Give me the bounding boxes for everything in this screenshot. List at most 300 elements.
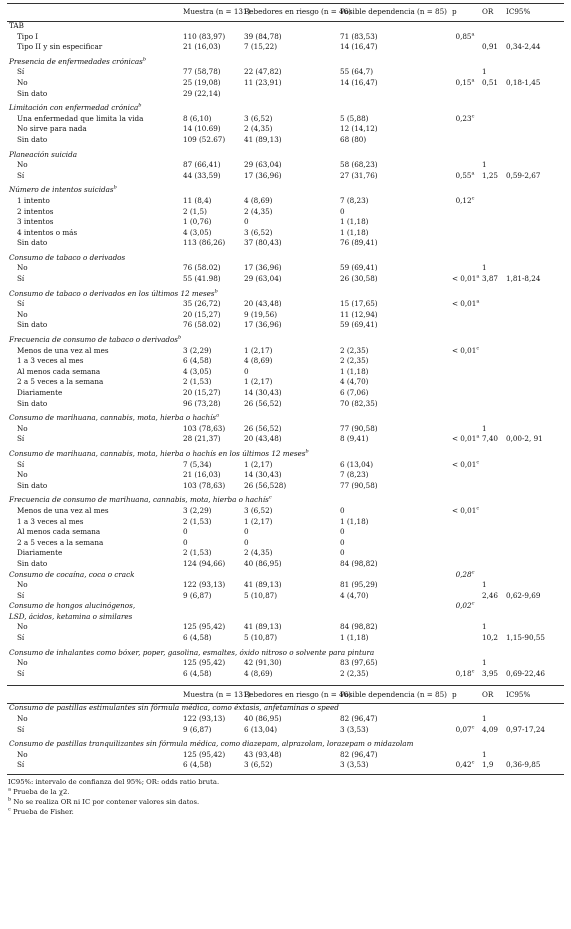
or-cell xyxy=(480,299,504,310)
row-label: No xyxy=(17,77,28,87)
muestra-cell: 9 (6,87) xyxy=(183,590,212,600)
row-label: Sí xyxy=(17,459,25,469)
muestra-cell: 2 (1,53) xyxy=(183,516,212,526)
ic95-cell xyxy=(504,196,564,207)
header-muestra: Muestra (n = 131) xyxy=(183,689,251,699)
section-label: Consumo de cocaína, coca o crack xyxy=(9,569,135,579)
header-label xyxy=(7,4,181,21)
dependencia-cell: 71 (83,53) xyxy=(340,31,378,41)
dependencia-cell: 6 (7,06) xyxy=(340,388,369,397)
row-label: Tipo I xyxy=(17,31,39,41)
table-row xyxy=(7,196,564,207)
row-label: Sin dato xyxy=(17,88,48,98)
table-row xyxy=(7,377,564,388)
row-label: Sin dato xyxy=(17,558,48,568)
dependencia-cell: 0 xyxy=(340,537,345,547)
row-label: 2 a 5 veces a la semana xyxy=(17,537,104,547)
or-cell: 1 xyxy=(482,67,487,77)
p-value-cell xyxy=(450,399,480,410)
section-label: TAB xyxy=(9,21,24,30)
table-row xyxy=(7,299,564,310)
muestra-cell: 9 (6,87) xyxy=(183,724,212,734)
or-cell xyxy=(480,207,504,218)
table-row xyxy=(7,481,564,492)
dependencia-cell: 1 (1,18) xyxy=(340,217,369,227)
section-header-row xyxy=(7,21,564,32)
ic95-cell xyxy=(504,424,564,435)
section-header-row xyxy=(7,495,564,506)
p-value-cell xyxy=(450,89,480,100)
muestra-cell: 103 (78,63) xyxy=(183,480,226,490)
row-label: Sí xyxy=(17,170,25,180)
muestra-cell: 20 (15,27) xyxy=(183,309,221,319)
dependencia-cell: 0 xyxy=(340,527,345,537)
bebedores-cell: 0 xyxy=(244,537,249,547)
dependencia-cell: 1 (1,18) xyxy=(340,366,369,376)
p-value-cell xyxy=(450,124,480,135)
or-cell: 3,87 xyxy=(482,274,499,284)
p-value-cell: 0,23$^c$ xyxy=(455,113,475,123)
p-value-cell xyxy=(450,135,480,146)
p-value-cell xyxy=(450,750,480,761)
section-label: Frecuencia de consumo de tabaco o derivados$^b$ xyxy=(9,334,182,345)
bebedores-cell: 43 (93,48) xyxy=(244,749,282,759)
row-label: No xyxy=(17,470,28,480)
ic95-cell xyxy=(504,622,564,633)
table-row xyxy=(7,506,564,517)
bebedores-cell: 0 xyxy=(244,217,249,227)
table-row xyxy=(7,470,564,481)
ic95-cell: 0,69-22,46 xyxy=(506,668,546,678)
bebedores-cell: 41 (89,13) xyxy=(244,134,282,144)
section-label: Consumo de pastillas tranquilizantes sin fórmula médica, como diazepam, alprazolam, lorazepam o midazolam xyxy=(9,739,414,749)
p-value-cell xyxy=(450,424,480,435)
p-value-cell: 0,12$^c$ xyxy=(455,195,475,205)
bebedores-cell: 14 (30,43) xyxy=(244,470,282,480)
table-row xyxy=(7,171,564,182)
ic95-cell xyxy=(504,228,564,239)
bebedores-cell: 2 (4,35) xyxy=(244,124,273,134)
dependencia-cell: 4 (4,70) xyxy=(340,590,369,600)
muestra-cell: 122 (93,13) xyxy=(183,580,226,590)
p-value-cell xyxy=(450,714,480,725)
dependencia-cell: 70 (82,35) xyxy=(340,398,378,408)
or-cell: 4,09 xyxy=(482,724,499,734)
bebedores-cell: 1 (2,17) xyxy=(244,377,273,387)
bebedores-cell: 5 (10,87) xyxy=(244,633,278,643)
header-p: p xyxy=(452,7,457,17)
dependencia-cell: 14 (16,47) xyxy=(340,42,378,52)
dependencia-cell: 14 (16,47) xyxy=(340,77,378,87)
p-value-cell: 0,07$^c$ xyxy=(455,724,475,734)
or-cell: 1 xyxy=(482,263,487,273)
section-header-row xyxy=(7,570,564,581)
ic95-cell: 1,81-8,24 xyxy=(506,274,541,284)
bebedores-cell: 14 (30,43) xyxy=(244,388,282,397)
p-value-cell xyxy=(450,367,480,378)
or-cell xyxy=(480,527,504,538)
or-cell: 1 xyxy=(482,658,487,668)
bebedores-cell: 3 (6,52) xyxy=(244,760,273,770)
bottom-rule xyxy=(7,774,564,775)
or-cell xyxy=(480,367,504,378)
muestra-cell: 0 xyxy=(183,527,188,537)
ic95-cell xyxy=(504,750,564,761)
bebedores-cell: 9 (19,56) xyxy=(244,309,278,319)
p-value-cell xyxy=(450,548,480,559)
muestra-cell: 3 (2,29) xyxy=(183,505,212,515)
ic95-cell xyxy=(504,89,564,100)
bebedores-cell xyxy=(242,570,338,581)
row-label: No xyxy=(17,160,28,170)
ic95-cell xyxy=(504,367,564,378)
section-label: Consumo de pastillas estimulantes sin fórmula médica, como éxtasis, anfetaminas o speed xyxy=(9,703,339,713)
row-label: Sin dato xyxy=(17,238,48,248)
bebedores-cell: 40 (86,95) xyxy=(244,714,282,724)
dependencia-cell: 1 (1,18) xyxy=(340,633,369,643)
bebedores-cell: 41 (89,13) xyxy=(244,580,282,590)
dependencia-cell: 12 (14,12) xyxy=(340,124,378,134)
muestra-cell: 124 (94,66) xyxy=(183,558,226,568)
ic95-cell: 0,59-2,67 xyxy=(506,170,541,180)
footnote-b: $^b$ No se realiza OR ni IC por contener valores sin datos. xyxy=(8,796,200,806)
p-value-cell: < 0,01$^a$ xyxy=(452,298,480,309)
or-cell xyxy=(480,570,504,581)
ic95-cell xyxy=(504,517,564,528)
table-row xyxy=(7,434,564,445)
ic95-cell xyxy=(504,580,564,591)
section-label: LSD, ácidos, ketamina o similares xyxy=(9,611,133,621)
table-row xyxy=(7,669,564,680)
ic95-cell xyxy=(504,67,564,78)
dependencia-cell: 76 (89,41) xyxy=(340,238,378,248)
row-label: 2 intentos xyxy=(17,206,54,216)
table-row xyxy=(7,527,564,538)
dependencia-cell: 81 (95,29) xyxy=(340,580,378,590)
bebedores-cell: 0 xyxy=(244,527,249,537)
or-cell xyxy=(480,506,504,517)
row-label: Sí xyxy=(17,590,25,600)
ic95-cell xyxy=(504,207,564,218)
section-header-row xyxy=(7,648,564,659)
row-label: Menos de una vez al mes xyxy=(17,505,109,515)
or-cell xyxy=(480,124,504,135)
bebedores-cell: 6 (13,04) xyxy=(244,724,278,734)
or-cell xyxy=(480,517,504,528)
ic95-cell xyxy=(504,388,564,399)
ic95-cell: 0,00-2, 91 xyxy=(506,434,543,444)
section-header-row xyxy=(7,289,564,300)
row-label: Al menos cada semana xyxy=(17,527,101,537)
row-label: Diariamente xyxy=(17,548,63,558)
or-cell xyxy=(480,538,504,549)
dependencia-cell: 84 (98,82) xyxy=(340,622,378,632)
p-value-cell xyxy=(450,67,480,78)
p-value-cell xyxy=(450,622,480,633)
or-cell xyxy=(480,559,504,570)
muestra-cell: 21 (16,03) xyxy=(183,470,221,480)
bebedores-cell: 3 (6,52) xyxy=(244,113,273,123)
table-row xyxy=(7,760,564,771)
or-cell xyxy=(480,320,504,331)
row-label: Sin dato xyxy=(17,320,48,330)
section-header-row xyxy=(7,335,564,346)
ic95-cell: 0,62-9,69 xyxy=(506,590,541,600)
table-row xyxy=(7,399,564,410)
muestra-cell: 55 (41.98) xyxy=(183,274,221,284)
muestra-cell: 77 (58,78) xyxy=(183,67,221,77)
table-row xyxy=(7,89,564,100)
or-cell xyxy=(480,310,504,321)
p-value-cell: < 0,01$^a$ xyxy=(452,433,480,444)
ic95-cell xyxy=(504,506,564,517)
footnotes xyxy=(8,777,219,817)
row-label: Diariamente xyxy=(17,388,63,397)
muestra-cell: 44 (33,59) xyxy=(183,170,221,180)
section-label: Consumo de tabaco o derivados en los últimos 12 meses$^b$ xyxy=(9,288,218,298)
ic95-cell xyxy=(504,570,564,581)
muestra-cell: 103 (78,63) xyxy=(183,423,226,433)
ic95-cell: 0,18-1,45 xyxy=(506,77,541,87)
muestra-cell: 125 (95,42) xyxy=(183,749,226,759)
p-value-cell xyxy=(450,580,480,591)
dependencia-cell: 0 xyxy=(340,505,345,515)
table-row xyxy=(7,580,564,591)
row-label: Sí xyxy=(17,67,25,77)
muestra-cell: 125 (95,42) xyxy=(183,622,226,632)
table-row xyxy=(7,114,564,125)
table-row xyxy=(7,714,564,725)
dependencia-cell: 55 (64,7) xyxy=(340,67,374,77)
section-label: Consumo de tabaco o derivados xyxy=(9,252,126,262)
table-row xyxy=(7,658,564,669)
section-label: Presencia de enfermedades crónicas$^b$ xyxy=(9,56,147,66)
bebedores-cell: 4 (8,69) xyxy=(244,356,273,366)
row-label: No xyxy=(17,309,28,319)
p-value-cell xyxy=(450,658,480,669)
row-label: No xyxy=(17,580,28,590)
p-value-cell xyxy=(450,559,480,570)
p-value-cell: 0,28$^c$ xyxy=(455,569,475,579)
row-label: 1 a 3 veces al mes xyxy=(17,356,84,366)
muestra-cell: 8 (6,10) xyxy=(183,113,212,123)
ic95-cell xyxy=(504,346,564,357)
dependencia-cell: 77 (90,58) xyxy=(340,480,378,490)
row-label: 3 intentos xyxy=(17,217,54,227)
or-cell xyxy=(480,32,504,43)
row-label: No xyxy=(17,749,28,759)
table-row xyxy=(7,274,564,285)
p-value-cell xyxy=(450,538,480,549)
dependencia-cell: 82 (96,47) xyxy=(340,749,378,759)
p-value-cell xyxy=(450,356,480,367)
table-row xyxy=(7,42,564,53)
table-row xyxy=(7,207,564,218)
or-cell: 1 xyxy=(482,622,487,632)
dependencia-cell: 84 (98,82) xyxy=(340,558,378,568)
muestra-cell: 20 (15,27) xyxy=(183,388,221,397)
table-row xyxy=(7,310,564,321)
dependencia-cell: 2 (2,35) xyxy=(340,356,369,366)
or-cell: 7,40 xyxy=(482,434,499,444)
section-header-row xyxy=(7,413,564,424)
p-value-cell xyxy=(450,217,480,228)
header-rule xyxy=(7,21,564,22)
ic95-cell xyxy=(504,299,564,310)
header-ic95: IC95% xyxy=(506,689,531,699)
muestra-cell xyxy=(181,570,242,581)
dependencia-cell: 3 (3,53) xyxy=(340,724,369,734)
ic95-cell xyxy=(504,601,564,612)
table-header-row xyxy=(7,4,564,21)
table-row xyxy=(7,622,564,633)
p-value-cell xyxy=(450,591,480,602)
bebedores-cell: 40 (86,95) xyxy=(244,558,282,568)
p-value-cell xyxy=(450,388,480,399)
row-label: Sin dato xyxy=(17,134,48,144)
ic95-cell xyxy=(504,310,564,321)
section-header-row xyxy=(7,703,564,714)
table-row xyxy=(7,356,564,367)
row-label: No xyxy=(17,658,28,668)
or-cell xyxy=(480,238,504,249)
row-label: Sí xyxy=(17,633,25,643)
bebedores-cell: 41 (89,13) xyxy=(244,622,282,632)
section-header-row xyxy=(7,449,564,460)
section-header-row xyxy=(7,601,564,612)
row-label: Menos de una vez al mes xyxy=(17,345,109,355)
muestra-cell: 3 (2,29) xyxy=(183,345,212,355)
or-cell xyxy=(480,217,504,228)
dependencia-cell xyxy=(338,570,450,581)
p-value-cell: 0,55$^a$ xyxy=(455,170,475,180)
header-muestra: Muestra (n = 131) xyxy=(183,7,251,17)
p-value-cell xyxy=(450,160,480,171)
p-value-cell xyxy=(450,310,480,321)
ic95-cell xyxy=(504,559,564,570)
table-row xyxy=(7,67,564,78)
p-value-cell xyxy=(450,238,480,249)
row-label: Sí xyxy=(17,668,25,678)
row-label: 4 intentos o más xyxy=(17,227,78,237)
ic95-cell xyxy=(504,238,564,249)
muestra-cell: 87 (66,41) xyxy=(183,160,221,170)
table-row xyxy=(7,367,564,378)
dependencia-cell: 11 (12,94) xyxy=(340,309,378,319)
table-body-continued xyxy=(7,703,564,771)
dependencia-cell: 1 (1,18) xyxy=(340,516,369,526)
header-label xyxy=(7,686,181,703)
muestra-cell: 4 (3,05) xyxy=(183,366,212,376)
ic95-cell xyxy=(504,548,564,559)
table-row xyxy=(7,228,564,239)
muestra-cell: 7 (5,34) xyxy=(183,459,212,469)
muestra-cell: 110 (83,97) xyxy=(183,31,226,41)
bebedores-cell: 26 (56,52) xyxy=(244,423,282,433)
ic95-cell: 0,36-9,85 xyxy=(506,760,541,770)
bebedores-cell: 0 xyxy=(244,366,249,376)
row-label: No sirve para nada xyxy=(17,124,87,134)
table-row xyxy=(7,346,564,357)
row-label: No xyxy=(17,622,28,632)
dependencia-cell xyxy=(338,601,450,612)
or-cell: 1 xyxy=(482,160,487,170)
table-row xyxy=(7,238,564,249)
dependencia-cell: 2 (2,35) xyxy=(340,345,369,355)
section-header-row xyxy=(7,185,564,196)
table-row xyxy=(7,78,564,89)
or-cell xyxy=(480,388,504,399)
table-row xyxy=(7,32,564,43)
section-header-row xyxy=(7,57,564,68)
header-dependencia: Posible dependencia (n = 85) xyxy=(340,7,447,17)
footnote-abbrev: IC95%: intervalo de confianza del 95%; OR: odds ratio bruta. xyxy=(8,778,220,786)
section-label: Número de intentos suicidas$^b$ xyxy=(9,184,117,195)
p-value-cell xyxy=(450,527,480,538)
bebedores-cell xyxy=(242,601,338,612)
row-label: 1 intento xyxy=(17,195,50,205)
table-row xyxy=(7,750,564,761)
ic95-cell: 1,15-90,55 xyxy=(506,633,546,643)
section-label: Consumo de marihuana, cannabis, mota, hierba o hachís en los últimos 12 meses$^b$ xyxy=(9,448,309,458)
row-label: Tipo II y sin especificar xyxy=(17,42,103,52)
row-label: Sí xyxy=(17,724,25,734)
ic95-cell xyxy=(504,135,564,146)
row-label: Sí xyxy=(17,299,25,309)
table-header-row-repeat xyxy=(7,686,564,703)
header-bebedores: Bebedores en riesgo (n = 46) xyxy=(244,7,352,17)
section-header-row xyxy=(7,150,564,161)
bebedores-cell: 26 (56,528) xyxy=(244,480,287,490)
row-label: Sin dato xyxy=(17,480,48,490)
or-cell xyxy=(480,399,504,410)
table-row xyxy=(7,424,564,435)
p-value-cell xyxy=(450,228,480,239)
row-label: Sí xyxy=(17,434,25,444)
or-cell xyxy=(480,548,504,559)
table-row xyxy=(7,633,564,644)
dependencia-cell: 59 (69,41) xyxy=(340,263,378,273)
header-or: OR xyxy=(482,689,494,699)
table-row xyxy=(7,591,564,602)
muestra-cell: 6 (4,58) xyxy=(183,356,212,366)
p-value-cell: < 0,01$^a$ xyxy=(452,273,480,284)
dependencia-cell: 2 (2,35) xyxy=(340,668,369,678)
table-row xyxy=(7,559,564,570)
table-row xyxy=(7,135,564,146)
or-cell xyxy=(480,346,504,357)
table-row xyxy=(7,320,564,331)
p-value-cell: 0,85$^a$ xyxy=(455,31,475,41)
dependencia-cell: 3 (3,53) xyxy=(340,760,369,770)
p-value-cell: 0,02$^c$ xyxy=(455,600,475,611)
table-row xyxy=(7,517,564,528)
dependencia-cell: 7 (8,23) xyxy=(340,470,369,480)
muestra-cell xyxy=(181,601,242,612)
row-label: Sí xyxy=(17,274,25,284)
p-value-cell xyxy=(450,377,480,388)
or-cell: 1 xyxy=(482,714,487,724)
bebedores-cell: 29 (63,04) xyxy=(244,160,282,170)
p-value-cell xyxy=(450,207,480,218)
muestra-cell: 1 (0,76) xyxy=(183,217,212,227)
bebedores-cell: 22 (47,82) xyxy=(244,67,282,77)
ic95-cell xyxy=(504,658,564,669)
table-row xyxy=(7,548,564,559)
or-cell xyxy=(480,135,504,146)
bebedores-cell: 7 (15,22) xyxy=(244,42,278,52)
or-cell: 1 xyxy=(482,423,487,433)
